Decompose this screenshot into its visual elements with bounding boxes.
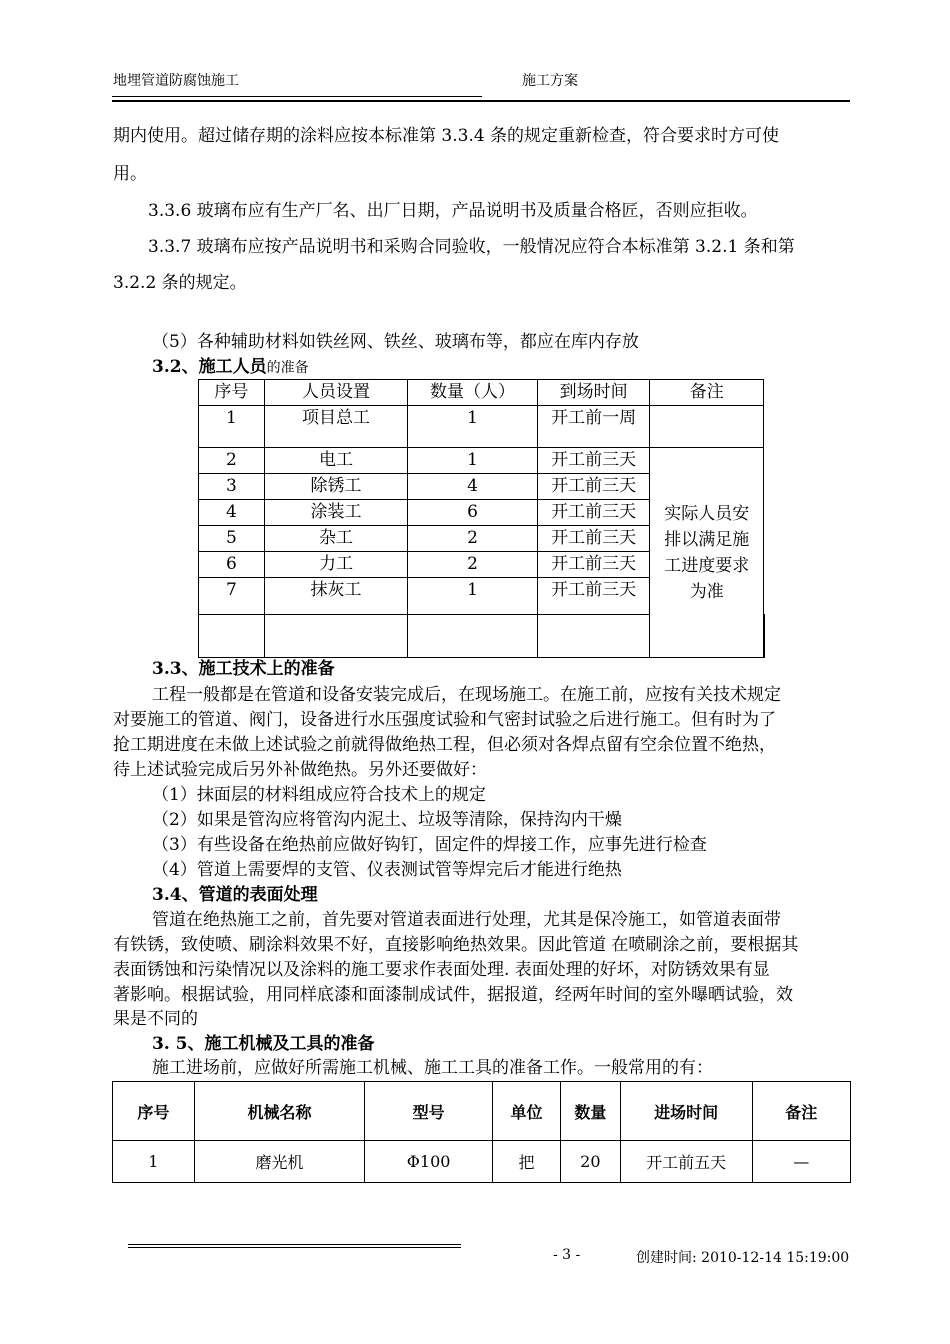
table-header-cell: 数量（人） [408, 380, 538, 406]
table-cell: 磨光机 [194, 1141, 365, 1183]
table-cell: — [752, 1141, 850, 1183]
table-cell: 1 [408, 578, 538, 615]
table-cell: 开工前一周 [537, 406, 650, 448]
paragraph-line: 用。 [113, 164, 147, 184]
table-header-cell: 进场时间 [620, 1082, 752, 1141]
list-item: （1）抹面层的材料组成应符合技术上的规定 [152, 785, 486, 805]
section-heading: 3.3、施工技术上的准备 [152, 659, 335, 679]
paragraph-line: 3.3.7 玻璃布应按产品说明书和采购合同验收，一般情况应符合本标准第 3.2.1 条和第 [148, 237, 795, 257]
remark-line: 排以满足施 [664, 529, 750, 550]
table-cell-empty [537, 615, 650, 658]
page-number: - 3 - [553, 1247, 581, 1263]
staff-table [198, 379, 765, 658]
table-cell: 4 [408, 474, 538, 500]
paragraph-line: 果是不同的 [113, 1009, 198, 1029]
list-item: （4）管道上需要焊的支管、仪表测试管等焊完后才能进行绝热 [152, 860, 622, 880]
paragraph-line: 有铁锈，致使喷、刷涂料效果不好，直接影响绝热效果。因此管道 在喷刷涂之前，要根据其 [113, 935, 799, 955]
table-cell: 把 [492, 1141, 560, 1183]
header-center: 施工方案 [522, 73, 578, 89]
section-title: 3.2、施工人员 [152, 357, 267, 377]
remark-line: 实际人员安 [664, 503, 750, 524]
paragraph-line: 抢工期进度在未做上述试验之前就得做绝热工程，但必须对各焊点留有空余位置不绝热， [113, 735, 776, 755]
table-header-cell: 数量 [561, 1082, 621, 1141]
header-left: 地埋管道防腐蚀施工 [113, 73, 239, 89]
remark-cell [650, 448, 764, 658]
table-header-cell: 备注 [650, 380, 764, 406]
paragraph-line: 3.2.2 条的规定。 [113, 273, 247, 293]
table-cell: 1 [199, 406, 265, 448]
section-heading: 3. 5、施工机械及工具的准备 [152, 1034, 375, 1054]
table-header-cell: 到场时间 [537, 380, 650, 406]
section-heading: 3.4、管道的表面处理 [152, 885, 318, 905]
table-cell: 2 [199, 448, 265, 474]
table-cell: 2 [408, 526, 538, 552]
table-cell: 4 [199, 500, 265, 526]
paragraph-line: 对要施工的管道、阀门，设备进行水压强度试验和气密封试验之后进行施工。但有时为了 [113, 710, 776, 730]
table-cell: 开工前三天 [537, 526, 650, 552]
list-item: （3）有些设备在绝热前应做好钩钉，固定件的焊接工作，应事先进行检查 [152, 835, 707, 855]
paragraph-line: 待上述试验完成后另外补做绝热。另外还要做好： [113, 760, 487, 780]
table-cell: 2 [408, 552, 538, 578]
table-cell-empty [199, 615, 265, 658]
table-cell-empty [650, 406, 764, 448]
paragraph-line: 期内使用。超过储存期的涂料应按本标准第 3.3.4 条的规定重新检查，符合要求时方可使 [113, 126, 780, 146]
table-cell: 6 [199, 552, 265, 578]
table-header-cell: 备注 [752, 1082, 850, 1141]
table-header-cell: 型号 [365, 1082, 493, 1141]
paragraph-line: 著影响。根据试验，用同样底漆和面漆制成试件，据报道，经两年时间的室外曝晒试验，效 [113, 985, 793, 1005]
paragraph-line: 工程一般都是在管道和设备安装完成后，在现场施工。在施工前，应按有关技术规定 [152, 685, 781, 705]
remark-line: 为准 [689, 581, 724, 602]
table-cell: 20 [561, 1141, 621, 1183]
created-time: 创建时间: 2010-12-14 15:19:00 [636, 1250, 850, 1266]
table-header-row [113, 1082, 851, 1141]
table-cell: 开工前五天 [620, 1141, 752, 1183]
table-cell: 3 [199, 474, 265, 500]
paragraph-line: 3.3.6 玻璃布应有生产厂名、出厂日期，产品说明书及质量合格匠，否则应拒收。 [148, 201, 758, 221]
remark-line: 工进度要求 [664, 555, 750, 576]
table-header-cell: 机械名称 [194, 1082, 365, 1141]
table-cell: 项目总工 [264, 406, 407, 448]
table-header-cell: 人员设置 [264, 380, 407, 406]
list-item: （2）如果是管沟应将管沟内泥土、垃圾等清除，保持沟内干燥 [152, 810, 622, 830]
table-cell-empty [264, 615, 407, 658]
machine-table [112, 1081, 851, 1183]
table-row [199, 448, 765, 474]
paragraph-line: 管道在绝热施工之前，首先要对管道表面进行处理，尤其是保冷施工，如管道表面带 [152, 910, 781, 930]
table-cell: Φ100 [365, 1141, 493, 1183]
footer-rule [128, 1247, 461, 1248]
table-row [199, 406, 765, 448]
table-cell: 开工前三天 [537, 552, 650, 578]
table-cell: 1 [408, 448, 538, 474]
table-cell: 开工前三天 [537, 500, 650, 526]
section-heading [152, 356, 309, 379]
table-cell: 杂工 [264, 526, 407, 552]
paragraph-line: 施工进场前，应做好所需施工机械、施工工具的准备工作。一般常用的有： [152, 1058, 713, 1078]
header-rule-thin [112, 96, 482, 97]
table-cell: 抹灰工 [264, 578, 407, 615]
footer-rule [128, 1244, 461, 1245]
paragraph-line: 表面锈蚀和污染情况以及涂料的施工要求作表面处理. 表面处理的好坏，对防锈效果有显 [113, 960, 770, 980]
table-cell: 7 [199, 578, 265, 615]
table-cell-empty [408, 615, 538, 658]
table-cell: 1 [113, 1141, 195, 1183]
table-cell: 力工 [264, 552, 407, 578]
table-cell-empty [764, 615, 765, 658]
section-suffix: 的准备 [266, 360, 309, 376]
table-cell: 开工前三天 [537, 448, 650, 474]
table-cell: 开工前三天 [537, 578, 650, 615]
table-header-row [199, 380, 765, 406]
list-item: （5）各种辅助材料如铁丝网、铁丝、玻璃布等，都应在库内存放 [152, 332, 639, 352]
table-cell: 1 [408, 406, 538, 448]
table-cell: 开工前三天 [537, 474, 650, 500]
table-cell: 涂装工 [264, 500, 407, 526]
table-header-cell: 序号 [113, 1082, 195, 1141]
table-header-cell: 序号 [199, 380, 265, 406]
table-cell: 电工 [264, 448, 407, 474]
table-cell: 5 [199, 526, 265, 552]
header-rule [112, 100, 850, 102]
table-row [113, 1141, 851, 1183]
table-cell: 除锈工 [264, 474, 407, 500]
table-header-cell: 单位 [492, 1082, 560, 1141]
table-cell: 6 [408, 500, 538, 526]
